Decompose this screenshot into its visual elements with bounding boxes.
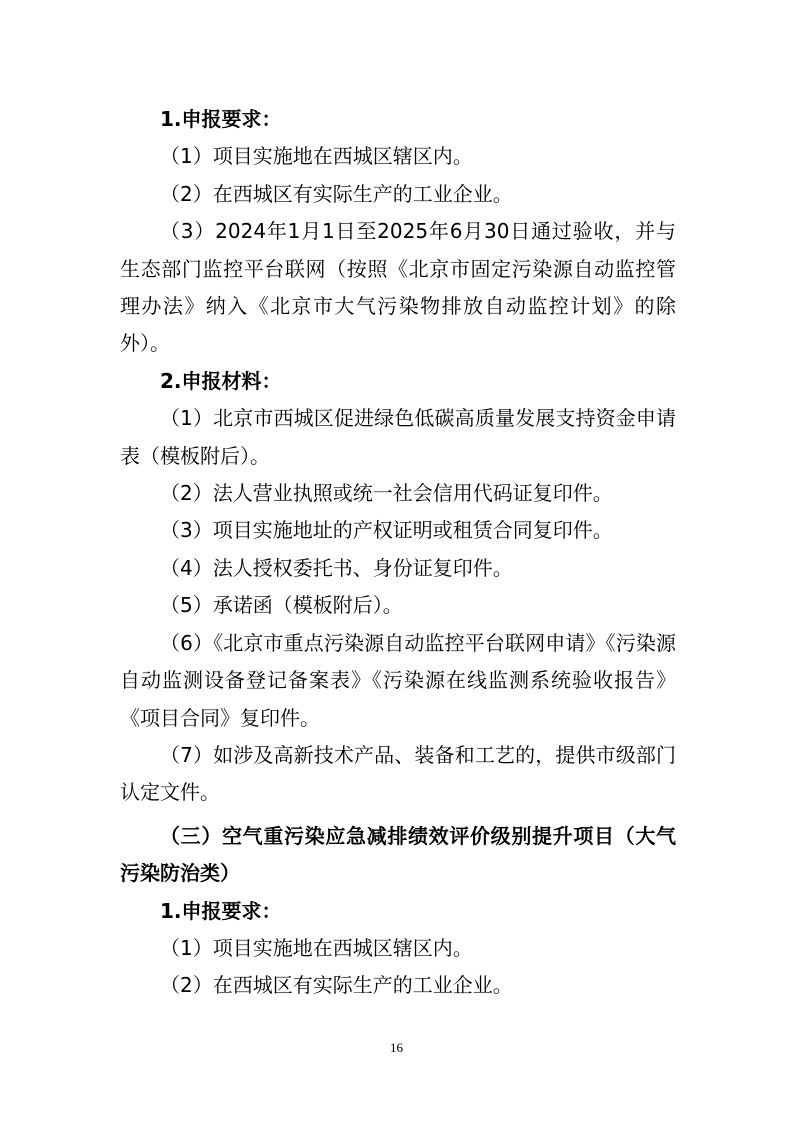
material-item-6: （6）《北京市重点污染源自动监控平台联网申请》《污染源自动监测设备登记备案表》《污染源在线监测系统验收报告》《项目合同》复印件。 xyxy=(120,630,676,730)
heading-application-requirements-2: 1.申报要求： xyxy=(160,898,282,923)
page-number: 16 xyxy=(390,1040,403,1055)
material-item-5: （5）承诺函（模板附后）。 xyxy=(160,593,403,618)
document-body xyxy=(120,101,676,1005)
material-item-3: （3）项目实施地址的产权证明或租赁合同复印件。 xyxy=(160,518,613,543)
requirement-item-2b: （2）在西城区有实际生产的工业企业。 xyxy=(160,973,513,998)
material-item-2: （2）法人营业执照或统一社会信用代码证复印件。 xyxy=(160,481,613,506)
requirement-item-1b: （1）项目实施地在西城区辖区内。 xyxy=(160,935,473,960)
material-item-7: （7）如涉及高新技术产品、装备和工艺的，提供市级部门认定文件。 xyxy=(120,742,676,805)
requirement-item-1: （1）项目实施地在西城区辖区内。 xyxy=(160,144,473,169)
requirement-item-3: （3）2024年1月1日至2025年6月30日通过验收，并与生态部门监控平台联网（按照《北京市固定污染源自动监控管理办法》纳入《北京市大气污染物排放自动监控计划》的除外）。 xyxy=(120,219,676,356)
heading-application-requirements: 1.申报要求： xyxy=(160,107,282,131)
section-heading-3: （三）空气重污染应急减排绩效评价级别提升项目（大气污染防治类） xyxy=(120,823,676,886)
material-item-1: （1）北京市西城区促进绿色低碳高质量发展支持资金申请表（模板附后）。 xyxy=(120,406,676,468)
material-item-4: （4）法人授权委托书、身份证复印件。 xyxy=(160,555,513,580)
requirement-item-2: （2）在西城区有实际生产的工业企业。 xyxy=(160,181,513,206)
heading-application-materials: 2.申报材料： xyxy=(160,368,282,393)
